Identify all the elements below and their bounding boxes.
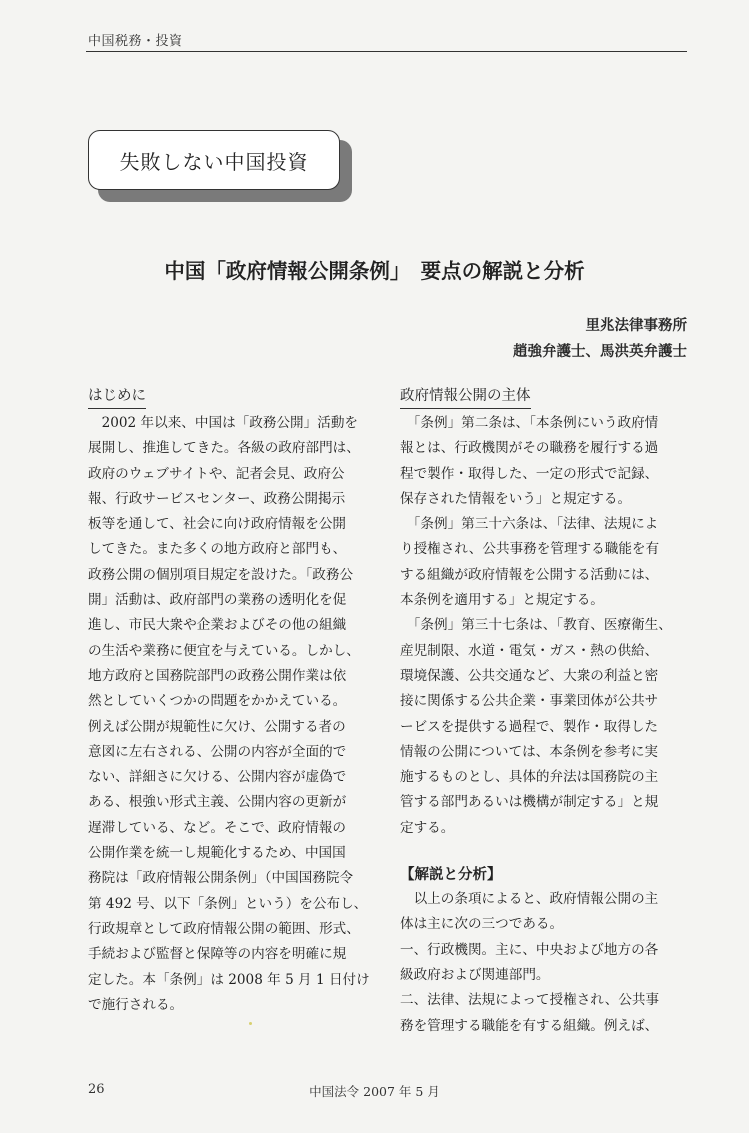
body-line: 手続および監督と保障等の内容を明確に規 (88, 946, 347, 963)
page-number: 26 (88, 1082, 105, 1097)
body-line: 進し、市民大衆や企業およびその他の組織 (88, 617, 347, 634)
body-line: 報、行政サービスセンター、政務公開掲示 (88, 490, 346, 507)
body-line: 政務公開の個別項目規定を設けた。「政務公 (88, 566, 354, 583)
body-line: 行政規章として政府情報公開の範囲、形式、 (88, 920, 360, 937)
body-line: で施行される。 (88, 996, 184, 1013)
body-line: 遅滞している、など。そこで、政府情報の (88, 819, 347, 836)
analysis-body (400, 887, 685, 1039)
body-line: り授権され、公共事務を管理する職能を有 (400, 541, 660, 558)
body-line: 然としていくつかの問題をかかえている。 (88, 693, 347, 710)
analysis-heading: 【解説と分析】 (400, 867, 502, 884)
body-line: ない、詳細さに欠ける、公開内容が虚偽で (88, 769, 347, 786)
section-label: 中国税務・投資 (88, 34, 183, 49)
body-line: 以上の条項によると、政府情報公開の主 (400, 891, 659, 908)
intro-heading: はじめに (88, 385, 146, 409)
right-column (400, 385, 685, 1039)
body-line: 板等を通して、社会に向け政府情報を公開 (88, 516, 347, 533)
body-line: 報とは、行政機関がその職務を履行する過 (400, 440, 659, 457)
body-line: 接に関係する公共企業・事業団体が公共サ (400, 693, 659, 710)
body-line: 二、法律、法規によって授権され、公共事 (400, 992, 660, 1009)
body-line: 政府のウェブサイトや、記者会見、政府公 (88, 465, 345, 482)
body-line: 級政府および関連部門。 (400, 966, 550, 983)
body-line: 「条例」第三十六条は、「法律、法規によ (400, 516, 659, 533)
body-line: 第 492 号、以下「条例」という）を公布し、 (88, 895, 368, 912)
body-line: 例えば公開が規範性に欠け、公開する者の (88, 718, 346, 735)
body-line: 務院は「政府情報公開条例」（中国国務院令 (88, 870, 354, 887)
body-line: 2002 年以来、中国は「政務公開」活動を (88, 415, 359, 431)
series-box (88, 130, 340, 190)
body-line: 程で製作・取得した、一定の形式で記録、 (400, 465, 659, 482)
body-line: 開」活動は、政府部門の業務の透明化を促 (88, 592, 347, 609)
body-line: の生活や業務に便宜を与えている。しかし、 (88, 642, 360, 659)
body-line: 務を管理する職能を有する組織。例えば、 (400, 1017, 659, 1034)
journal-issue: 中国法令 2007 年 5 月 (309, 1084, 440, 1099)
body-line: 定した。本「条例」は 2008 年 5 月 1 日付け (88, 971, 370, 988)
body-line: 管する部門あるいは機構が制定する」と規 (400, 794, 659, 811)
body-line: する組織が政府情報を公開する活動には、 (400, 566, 659, 583)
body-line: 展開し、推進してきた。各級の政府部門は、 (88, 440, 360, 457)
series-label: 失敗しない中国投資 (119, 149, 309, 174)
body-line: 環境保護、公共交通など、大衆の利益と密 (400, 667, 659, 684)
body-line: 「条例」第三十七条は、「教育、医療衛生、 (400, 617, 672, 634)
body-line: 産児制限、水道・電気・ガス・熱の供給、 (400, 642, 659, 659)
body-line: ービスを提供する過程で、製作・取得した (400, 718, 659, 735)
intro-body (88, 411, 373, 1018)
body-line: ある、根強い形式主義、公開内容の更新が (88, 794, 347, 811)
body-line: 情報の公開については、本条例を参考に実 (400, 743, 659, 760)
author-organization: 里兆法律事務所 (585, 318, 687, 334)
subject-body (400, 411, 685, 841)
body-line: 施するものとし、具体的弁法は国務院の主 (400, 769, 659, 786)
header-rule (86, 51, 687, 52)
body-line: 定する。 (400, 819, 455, 836)
left-column (88, 385, 373, 1018)
body-line: してきた。また多くの地方政府と部門も、 (88, 541, 347, 558)
body-line: 本条例を適用する」と規定する。 (400, 592, 604, 609)
body-line: 地方政府と国務院部門の政務公開作業は依 (88, 667, 347, 684)
print-speck (249, 1022, 252, 1025)
body-line: 意図に左右される、公開の内容が全面的で (88, 743, 347, 760)
body-line: 体は主に次の三つである。 (400, 916, 564, 933)
author-names: 趙強弁護士、馬洪英弁護士 (513, 344, 687, 360)
subject-heading: 政府情報公開の主体 (400, 385, 531, 409)
body-line: 「条例」第二条は、「本条例にいう政府情 (400, 415, 659, 431)
body-line: 保存された情報をいう」と規定する。 (400, 490, 632, 507)
article-title: 中国「政府情報公開条例」 要点の解説と分析 (164, 259, 585, 283)
body-line: 一、行政機関。主に、中央および地方の各 (400, 941, 659, 958)
body-line: 公開作業を統一し規範化するため、中国国 (88, 845, 346, 862)
